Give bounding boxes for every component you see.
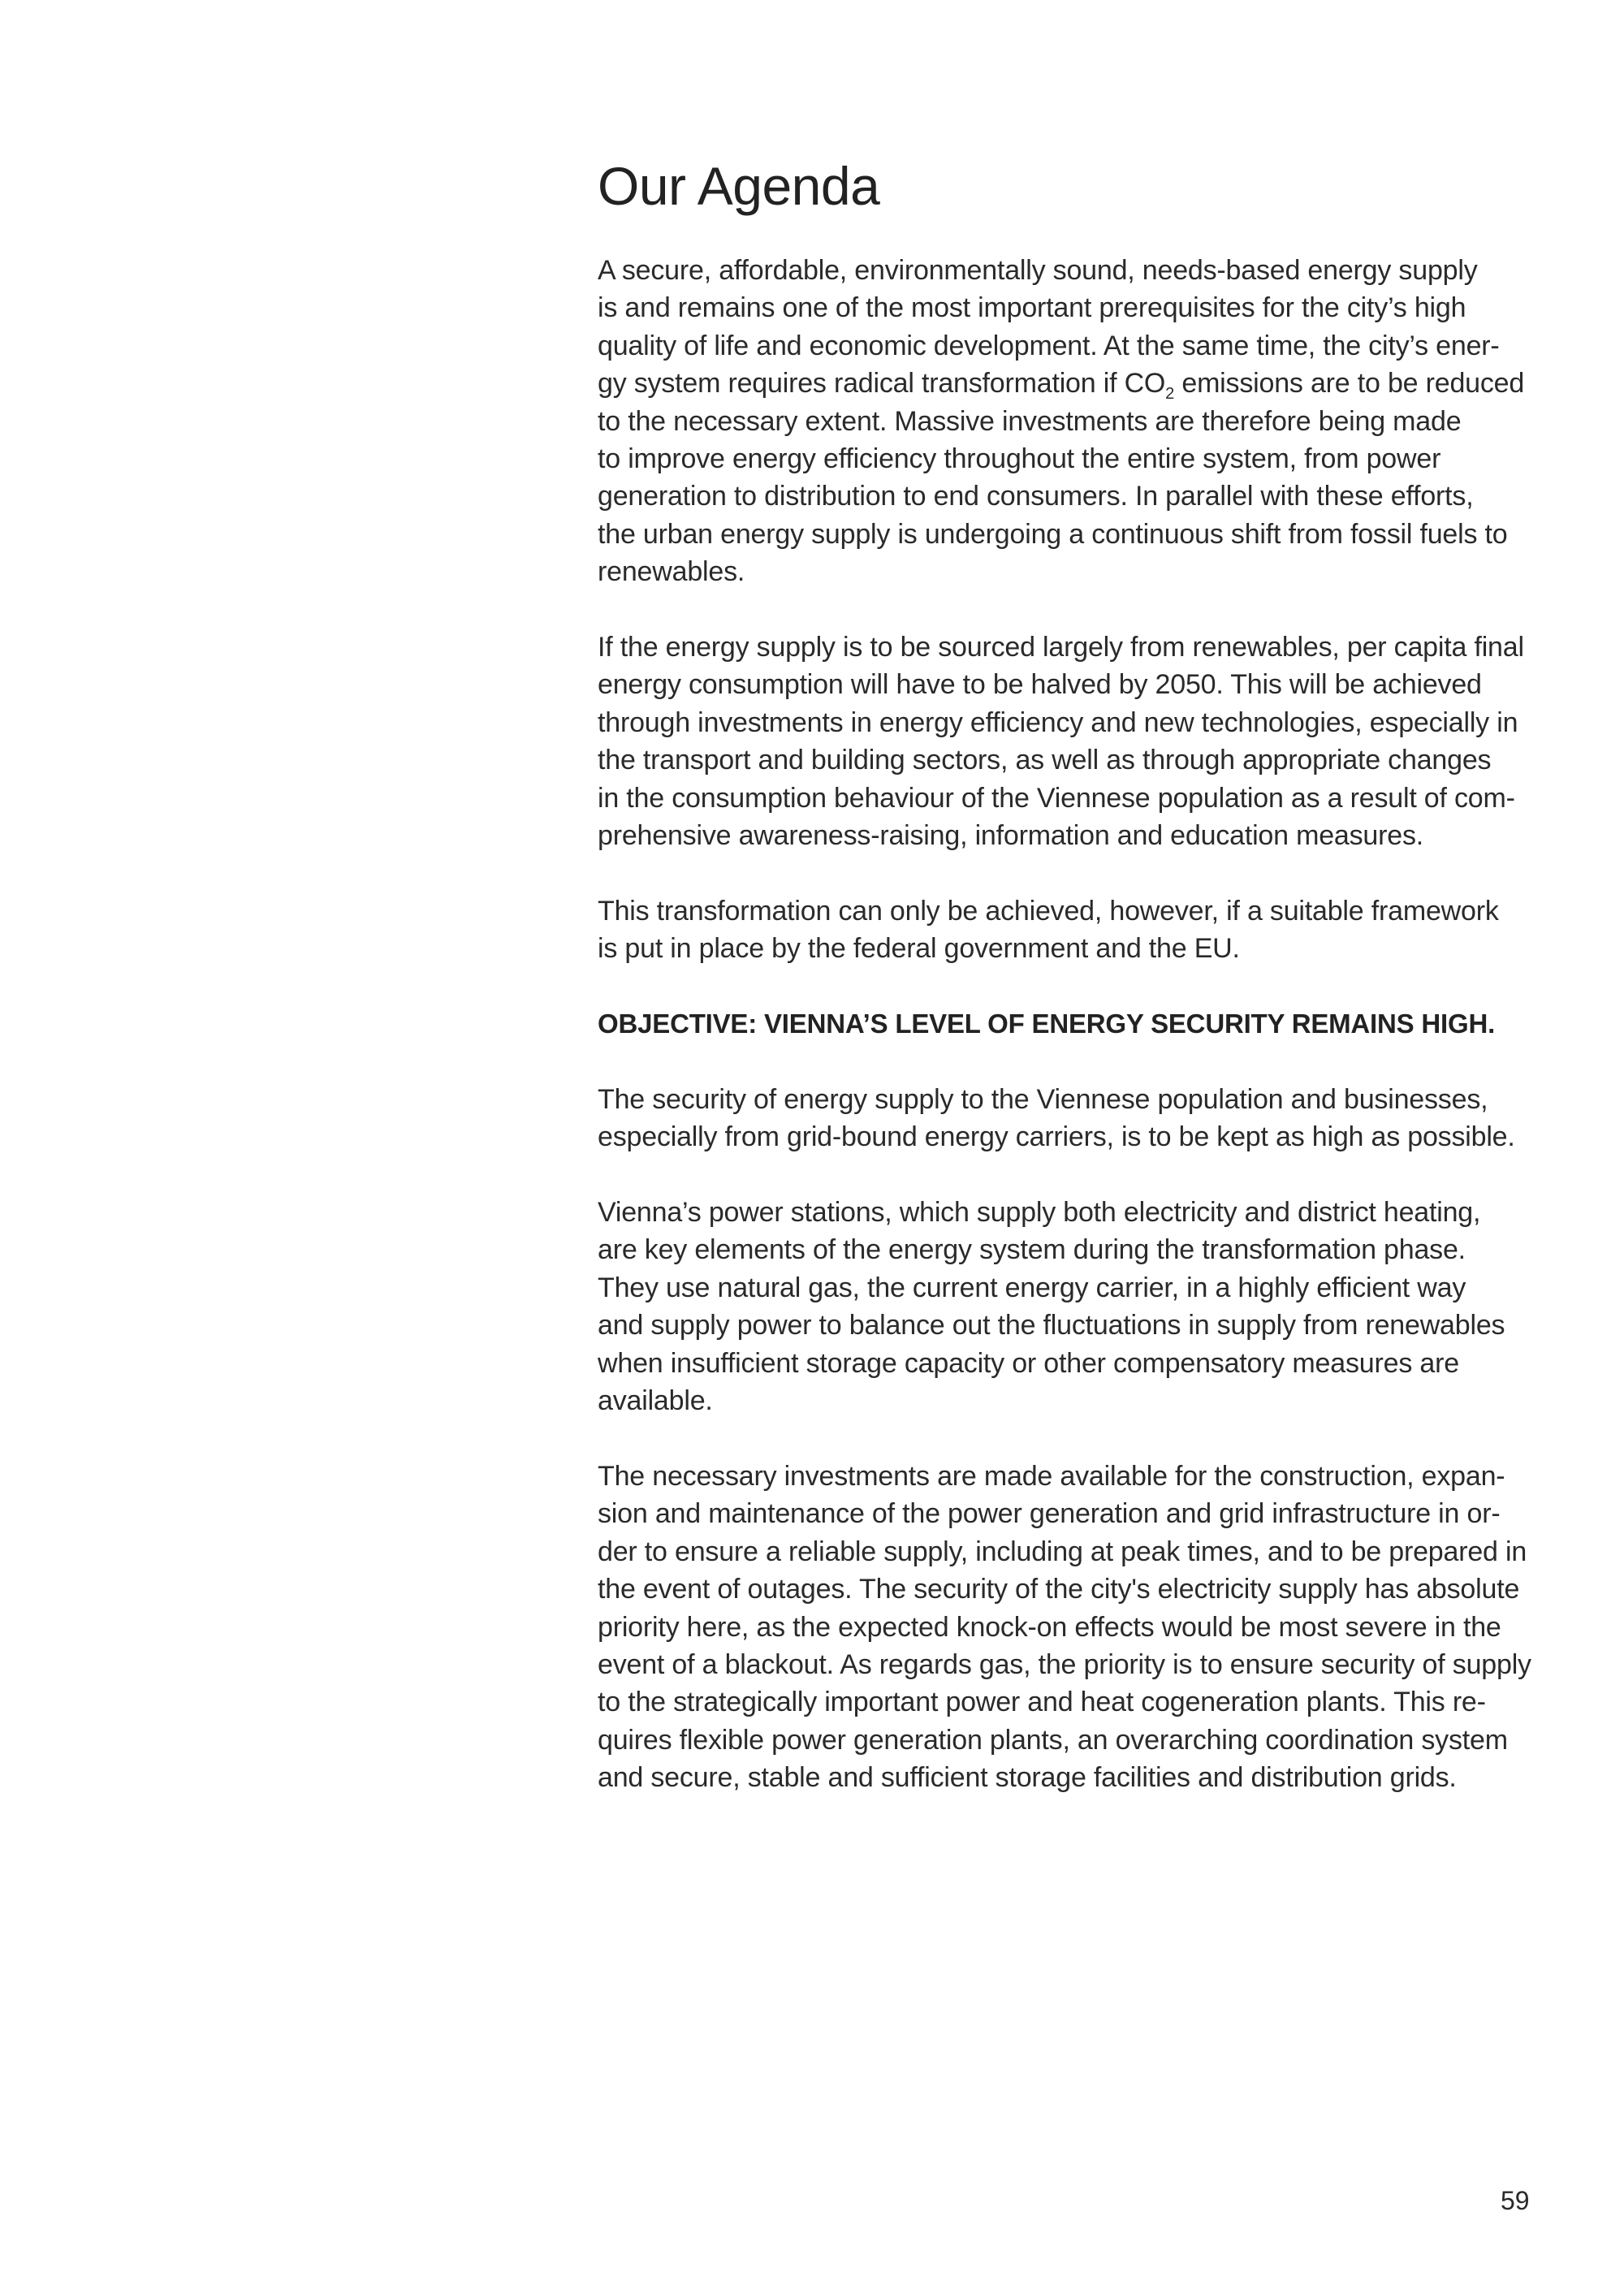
text-line: and secure, stable and sufficient storage facilities and distribution grids. bbox=[598, 1762, 1457, 1794]
text-line: through investments in energy efficiency and new technologies, especially in bbox=[598, 706, 1518, 738]
text-line: event of a blackout. As regards gas, the priority is to ensure security of supply bbox=[598, 1648, 1531, 1680]
paragraph-investments bbox=[598, 1458, 1540, 1797]
text-line: the urban energy supply is undergoing a continuous shift from fossil fuels to bbox=[598, 518, 1508, 550]
text-line: If the energy supply is to be sourced largely from renewables, per capita final bbox=[598, 632, 1524, 663]
text-line: is put in place by the federal government and the EU. bbox=[598, 933, 1240, 965]
subscript: 2 bbox=[1165, 385, 1175, 404]
objective-heading: OBJECTIVE: VIENNA’S LEVEL OF ENERGY SECURITY REMAINS HIGH. bbox=[598, 1009, 1496, 1039]
text-line: der to ensure a reliable supply, including at peak times, and to be prepared in bbox=[598, 1536, 1527, 1567]
text-line: renewables. bbox=[598, 556, 745, 588]
text-line: energy consumption will have to be halved by 2050. This will be achieved bbox=[598, 669, 1482, 701]
paragraph-consumption bbox=[598, 629, 1540, 854]
paragraph-intro bbox=[598, 252, 1540, 591]
text-line: A secure, affordable, environmentally sound, needs-based energy supply bbox=[598, 255, 1478, 286]
text-line: the event of outages. The security of the city's electricity supply has absolute bbox=[598, 1574, 1520, 1605]
text-line: The necessary investments are made available for the construction, expan- bbox=[598, 1460, 1505, 1492]
text-line: Vienna’s power stations, which supply both electricity and district heating, bbox=[598, 1197, 1481, 1229]
text-line: to the necessary extent. Massive investments are therefore being made bbox=[598, 405, 1462, 437]
text-line-co2 bbox=[598, 365, 1540, 402]
text-line: sion and maintenance of the power generation and grid infrastructure in or- bbox=[598, 1498, 1501, 1530]
paragraph-power-stations bbox=[598, 1194, 1540, 1419]
text-line: available. bbox=[598, 1385, 713, 1417]
text-line: quires flexible power generation plants, an overarching coordination system bbox=[598, 1724, 1508, 1756]
text-line: and supply power to balance out the fluctuations in supply from renewables bbox=[598, 1310, 1505, 1341]
page-title: Our Agenda bbox=[598, 156, 880, 216]
main-content bbox=[598, 156, 1540, 1834]
paragraph-framework bbox=[598, 892, 1540, 968]
text-line: quality of life and economic development. At the same time, the city’s ener- bbox=[598, 330, 1500, 361]
text-line: to improve energy efficiency throughout the entire system, from power bbox=[598, 443, 1441, 475]
text-line: are key elements of the energy system during the transformation phase. bbox=[598, 1234, 1466, 1266]
text-line: is and remains one of the most important prerequisites for the city’s high bbox=[598, 292, 1466, 324]
text-line: in the consumption behaviour of the Viennese population as a result of com- bbox=[598, 782, 1515, 814]
text-line: when insufficient storage capacity or other compensatory measures are bbox=[598, 1347, 1459, 1379]
text-fragment: gy system requires radical transformation if CO bbox=[598, 368, 1166, 400]
text-fragment: emissions are to be reduced bbox=[1174, 368, 1525, 400]
text-line: generation to distribution to end consumers. In parallel with these efforts, bbox=[598, 481, 1474, 512]
text-line: The security of energy supply to the Viennese population and businesses, bbox=[598, 1083, 1488, 1115]
paragraph-security bbox=[598, 1081, 1540, 1156]
text-line: priority here, as the expected knock-on effects would be most severe in the bbox=[598, 1611, 1501, 1643]
text-line: especially from grid-bound energy carriers, is to be kept as high as possible. bbox=[598, 1121, 1515, 1153]
text-line: This transformation can only be achieved, however, if a suitable framework bbox=[598, 895, 1499, 927]
text-line: They use natural gas, the current energy carrier, in a highly efficient way bbox=[598, 1272, 1466, 1303]
text-line: prehensive awareness-raising, information and education measures. bbox=[598, 820, 1424, 852]
text-line: the transport and building sectors, as well as through appropriate changes bbox=[598, 745, 1492, 776]
page-number: 59 bbox=[1501, 2186, 1530, 2215]
text-line: to the strategically important power and heat cogeneration plants. This re- bbox=[598, 1687, 1486, 1718]
